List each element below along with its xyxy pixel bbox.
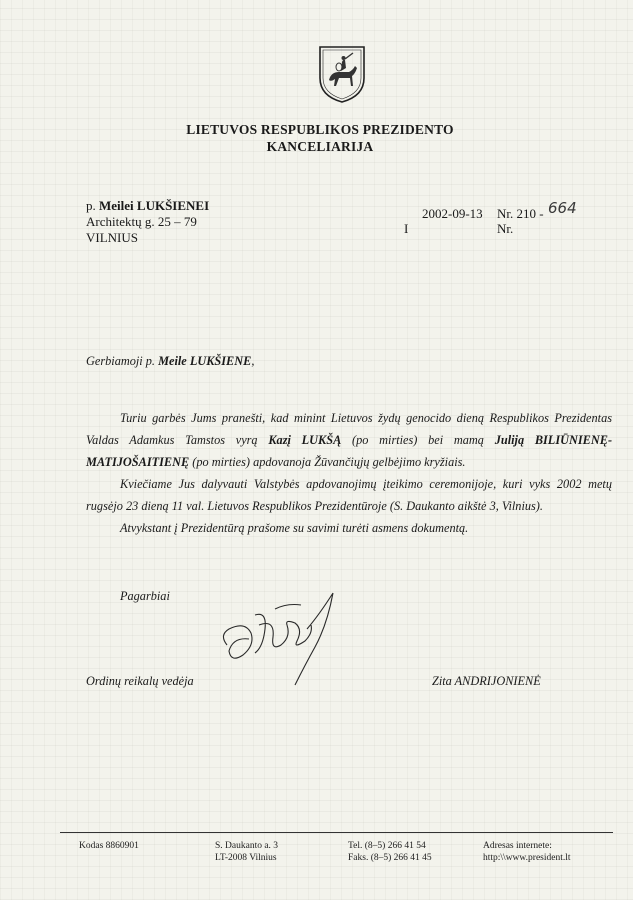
footer-telephone: Tel. (8–5) 266 41 54: [348, 841, 426, 851]
body-paragraph-3: Atvykstant į Prezidentūrą prašome su savimi turėti asmens dokumentą.: [120, 521, 469, 535]
coat-of-arms-icon: [317, 44, 367, 104]
footer-fax: Faks. (8–5) 266 41 45: [348, 853, 432, 863]
closing-regards: Pagarbiai: [120, 589, 170, 603]
footer-divider: [60, 832, 613, 833]
body-paragraph-2: Kviečiame Jus dalyvauti Valstybės apdovanojimų įteikimo ceremonijoje, kuri vyks 2002 metų rugsėjo 23 dieną 11 val. Lietuvos Respublikos Prezidentūroje (S. Daukanto aikštė 3, Vilnius).: [86, 477, 612, 513]
recipient-city: VILNIUS: [86, 230, 138, 245]
signer-name: Zita ANDRIJONIENĖ: [432, 674, 541, 688]
salutation: Gerbiamoji p. Meile LUKŠIENE,: [86, 354, 255, 368]
letterhead-line-1: LIETUVOS RESPUBLIKOS PREZIDENTO: [186, 122, 454, 137]
letterhead-line-2: KANCELIARIJA: [266, 139, 374, 154]
handwritten-signature: [215, 585, 345, 690]
recipient-name: p. Meilei LUKŠIENEI: [86, 198, 210, 213]
footer-company-code: Kodas 8860901: [79, 841, 139, 851]
letter-number-handwritten: 664: [548, 199, 577, 217]
registry-mark: I: [404, 221, 409, 236]
recipient-street: Architektų g. 25 – 79: [86, 214, 197, 229]
footer-address-line-1: S. Daukanto a. 3: [215, 841, 279, 851]
footer-web-label: Adresas internete:: [483, 841, 552, 851]
body-paragraph-1: Turiu garbės Jums pranešti, kad minint Lietuvos žydų genocido dieną Respublikos Prezidentas Valdas Adamkus Tamstos vyrą Kazį LUKŠĄ (po mirties) bei mamą Juliją BILIŪNIENĘ-MATIJOŠAITIENĘ (po mirties) apdovanoja Žūvančiųjų gelbėjimo kryžiais.: [86, 411, 613, 469]
footer-address-line-2: LT-2008 Vilnius: [215, 853, 277, 863]
letter-number-label-2: Nr.: [497, 221, 514, 236]
footer-web-url[interactable]: http:\\www.president.lt: [483, 853, 571, 863]
letter-number-label: Nr. 210 -: [497, 206, 544, 221]
letter-date: 2002-09-13: [422, 206, 483, 221]
signer-title: Ordinų reikalų vedėja: [86, 674, 194, 688]
